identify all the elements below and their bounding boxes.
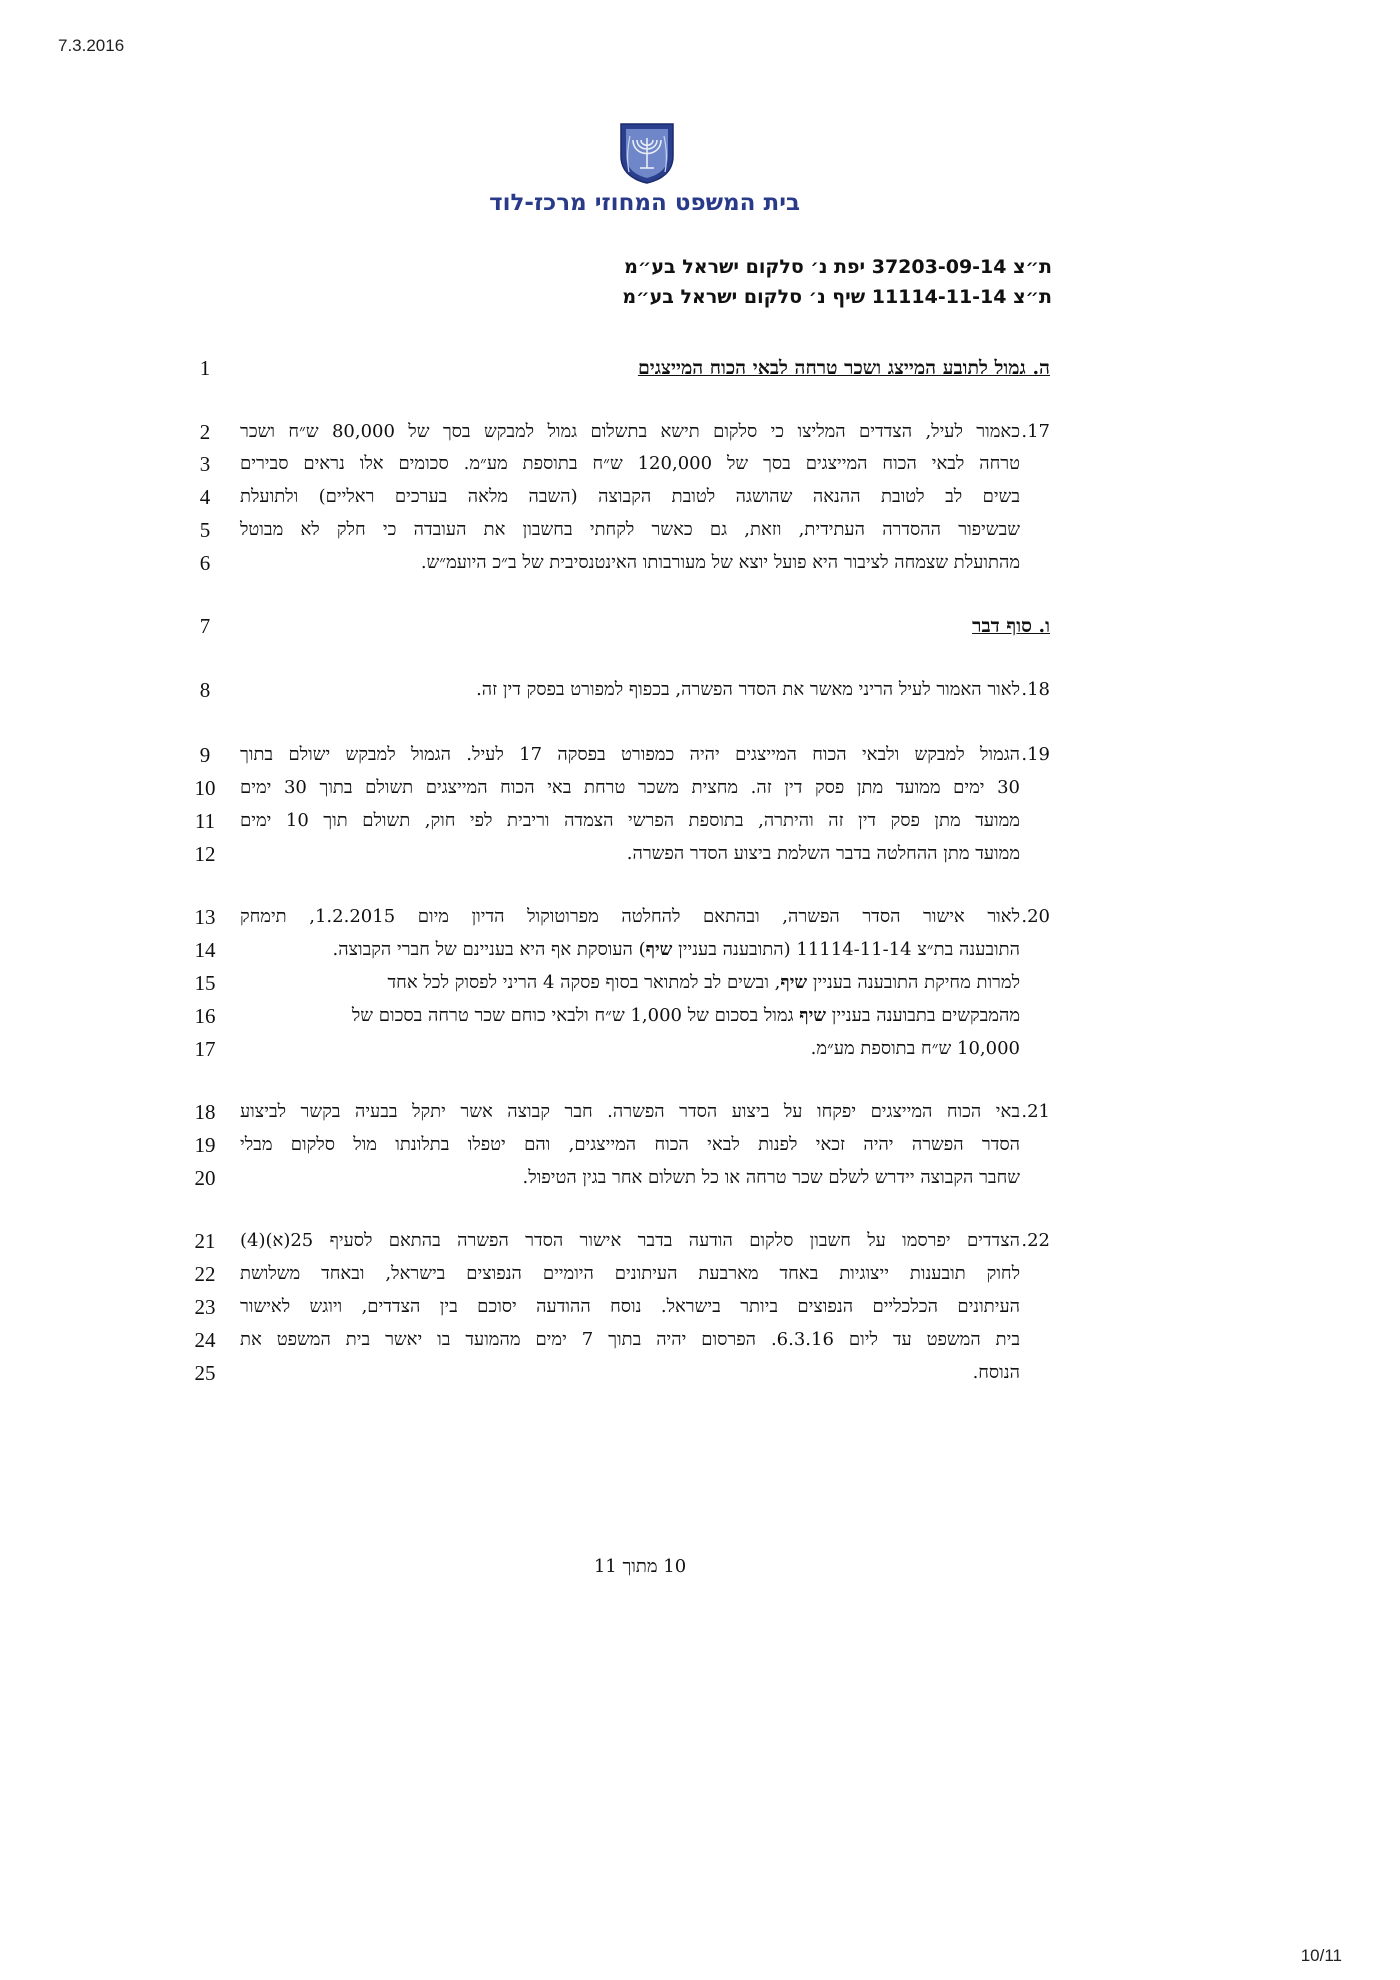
line-number: 23 xyxy=(194,1295,216,1319)
paragraph-17-line xyxy=(240,481,1050,513)
line-number: 13 xyxy=(194,905,216,929)
line-number: 6 xyxy=(199,551,211,575)
paragraph-19-line xyxy=(240,772,1050,804)
page-footer-number: 10 מתוך 11 xyxy=(593,1556,687,1577)
paragraph-22-line xyxy=(240,1357,1050,1389)
line-number: 16 xyxy=(194,1004,216,1028)
line-number: 7 xyxy=(199,614,211,638)
line-number: 9 xyxy=(199,743,211,767)
paragraph-17-line xyxy=(240,514,1050,546)
paragraph-number: 17. xyxy=(1021,421,1050,442)
paragraph-number: 21. xyxy=(1021,1101,1050,1122)
paragraph-text: שבשיפור ההסדרה העתידית, וזאת, גם כאשר לקחתי בחשבון את העובדה כי חלק לא מבוטל xyxy=(240,519,1020,540)
paragraph-text: הנוסח. xyxy=(972,1362,1020,1383)
section-heading-v xyxy=(240,610,1050,643)
paragraph-text: שחבר הקבוצה יידרש לשלם שכר טרחה או כל תשלום אחר בגין הטיפול. xyxy=(522,1167,1020,1188)
line-number: 5 xyxy=(199,518,211,542)
paragraph-text: ממועד מתן ההחלטה בדבר השלמת ביצוע הסדר הפשרה. xyxy=(626,843,1020,864)
paragraph-text: , ובשים לב למתואר בסוף פסקה 4 הריני לפסוק לכל אחד xyxy=(387,972,781,993)
paragraph-20-line xyxy=(240,967,1050,999)
paragraph-text: ) העוסקת אף היא בעניינם של חברי הקבוצה. xyxy=(332,939,646,960)
line-number: 4 xyxy=(199,485,211,509)
case-caption-2: ת״צ 11114-11-14 שיף נ׳ סלקום ישראל בע״מ xyxy=(622,286,1052,308)
line-number: 17 xyxy=(194,1037,216,1061)
paragraph-text: גמול בסכום של 1,000 ש״ח ולבאי כוחם שכר טרחה בסכום של xyxy=(351,1005,794,1026)
paragraph-text: לאור אישור הסדר הפשרה, ובהתאם להחלטה מפרוטוקול הדיון מיום 1.2.2015, תימחק xyxy=(240,906,1020,927)
line-number: 22 xyxy=(194,1262,216,1286)
paragraph-21-line xyxy=(240,1129,1050,1161)
line-number: 10 xyxy=(194,776,216,800)
line-number: 25 xyxy=(194,1361,216,1385)
line-number: 8 xyxy=(199,678,211,702)
paragraph-text: לחוק תובענות ייצוגיות באחד מארבעת העיתונים היומיים הנפוצים בישראל, ובאחד משלושת xyxy=(240,1263,1020,1284)
line-number: 24 xyxy=(194,1328,216,1352)
paragraph-text: 10,000 ש״ח בתוספת מע״מ. xyxy=(810,1038,1020,1059)
line-number: 2 xyxy=(199,420,211,444)
line-number: 21 xyxy=(194,1229,216,1253)
paragraph-20-line xyxy=(240,934,1050,966)
paragraph-20-line xyxy=(240,1000,1050,1032)
paragraph-text: העיתונים הכלכליים הנפוצים ביותר בישראל. נוסח ההודעה יסוכם בין הצדדים, ויוגש לאישור xyxy=(240,1296,1020,1317)
section-heading-text: ו. סוף דבר xyxy=(972,615,1050,637)
print-date: 7.3.2016 xyxy=(58,36,125,55)
paragraph-text: התובענה בת״צ 11114-11-14 (התובענה בעניין xyxy=(678,939,1020,960)
section-heading-text: ה. גמול לתובע המייצג ושכר טרחה לבאי הכוח המייצגים xyxy=(637,357,1050,379)
paragraph-text: בית המשפט עד ליום 6.3.16. הפרסום יהיה בתוך 7 ימים מהמועד בו יאשר בית המשפט את xyxy=(240,1329,1020,1350)
paragraph-17-line xyxy=(240,416,1050,448)
paragraph-20-line xyxy=(240,901,1050,933)
state-emblem-icon xyxy=(617,122,677,184)
paragraph-22-line xyxy=(240,1225,1050,1257)
paragraph-text: כאמור לעיל, הצדדים המליצו כי סלקום תישא בתשלום גמול למבקש בסך של 80,000 ש״ח ושכר xyxy=(240,421,1020,442)
paragraph-20-line xyxy=(240,1033,1050,1065)
paragraph-22-line xyxy=(240,1324,1050,1356)
paragraph-text: טרחה לבאי הכוח המייצגים בסך של 120,000 ש״ח בתוספת מע״מ. סכומים אלו נראים סבירים xyxy=(240,453,1020,474)
line-number: 20 xyxy=(194,1166,216,1190)
paragraph-22-line xyxy=(240,1258,1050,1290)
line-number: 15 xyxy=(194,971,216,995)
paragraph-21-line xyxy=(240,1162,1050,1194)
line-number: 3 xyxy=(199,452,211,476)
paragraph-text: באי הכוח המייצגים יפקחו על ביצוע הסדר הפשרה. חבר קבוצה אשר יתקל בבעיה בקשר לביצוע xyxy=(240,1101,1020,1122)
paragraph-number: 20. xyxy=(1021,906,1050,927)
paragraph-text: הסדר הפשרה יהיה זכאי לפנות לבאי הכוח המייצגים, והם יטפלו בתלונתו מול סלקום מבלי xyxy=(240,1134,1020,1155)
section-heading-h xyxy=(240,352,1050,385)
paragraph-number: 22. xyxy=(1021,1230,1050,1251)
paragraph-19-line xyxy=(240,805,1050,837)
paragraph-text: הצדדים יפרסמו על חשבון סלקום הודעה בדבר אישור הסדר הפשרה בהתאם לסעיף 25(א)(4) xyxy=(240,1230,1020,1251)
paragraph-text: הגמול למבקש ולבאי הכוח המייצגים יהיה כמפורט בפסקה 17 לעיל. הגמול למבקש ישולם בתוך xyxy=(240,744,1020,765)
paragraph-text: מהמבקשים בתבוענה בעניין xyxy=(831,1005,1020,1026)
case-caption-1: ת״צ 37203-09-14 יפת נ׳ סלקום ישראל בע״מ xyxy=(624,256,1052,278)
paragraph-19-line xyxy=(240,838,1050,870)
line-number: 18 xyxy=(194,1100,216,1124)
line-number: 12 xyxy=(194,842,216,866)
paragraph-17-line xyxy=(240,547,1050,579)
paragraph-text: מהתועלת שצמחה לציבור היא פועל יוצא של מעורבותו האינטנסיבית של ב״כ היועמ״ש. xyxy=(420,552,1020,573)
court-name: בית המשפט המחוזי מרכז-לוד xyxy=(489,190,800,216)
print-page-counter: 10/11 xyxy=(1300,1946,1342,1965)
paragraph-text: 30 ימים ממועד מתן פסק דין זה. מחצית משכר טרחת באי הכוח המייצגים תשולם בתוך 30 ימים xyxy=(240,777,1020,798)
case-name-bold: שיף xyxy=(799,1005,827,1026)
paragraph-text: למרות מחיקת התובענה בעניין xyxy=(812,972,1020,993)
paragraph-text: לאור האמור לעיל הריני מאשר את הסדר הפשרה, בכפוף למפורט בפסק דין זה. xyxy=(476,679,1020,700)
line-number: 19 xyxy=(194,1133,216,1157)
case-captions xyxy=(560,252,1052,312)
paragraph-21-line xyxy=(240,1096,1050,1128)
paragraph-18-line xyxy=(240,674,1050,706)
paragraph-text: בשים לב לטובת ההנאה שהושגה לטובת הקבוצה (השבה מלאה בערכים ראליים) ולתועלת xyxy=(240,486,1020,507)
paragraph-22-line xyxy=(240,1291,1050,1323)
paragraph-number: 18. xyxy=(1021,679,1050,700)
paragraph-number: 19. xyxy=(1021,744,1050,765)
paragraph-19-line xyxy=(240,739,1050,771)
paragraph-text: ממועד מתן פסק דין זה והיתרה, בתוספת הפרשי הצמדה וריבית לפי חוק, תשולם תוך 10 ימים xyxy=(240,810,1020,831)
case-name-bold: שיף xyxy=(645,939,673,960)
paragraph-17-line xyxy=(240,448,1050,480)
line-number: 1 xyxy=(199,356,211,380)
line-number: 11 xyxy=(194,809,216,833)
line-number: 14 xyxy=(194,938,216,962)
case-name-bold: שיף xyxy=(780,972,808,993)
